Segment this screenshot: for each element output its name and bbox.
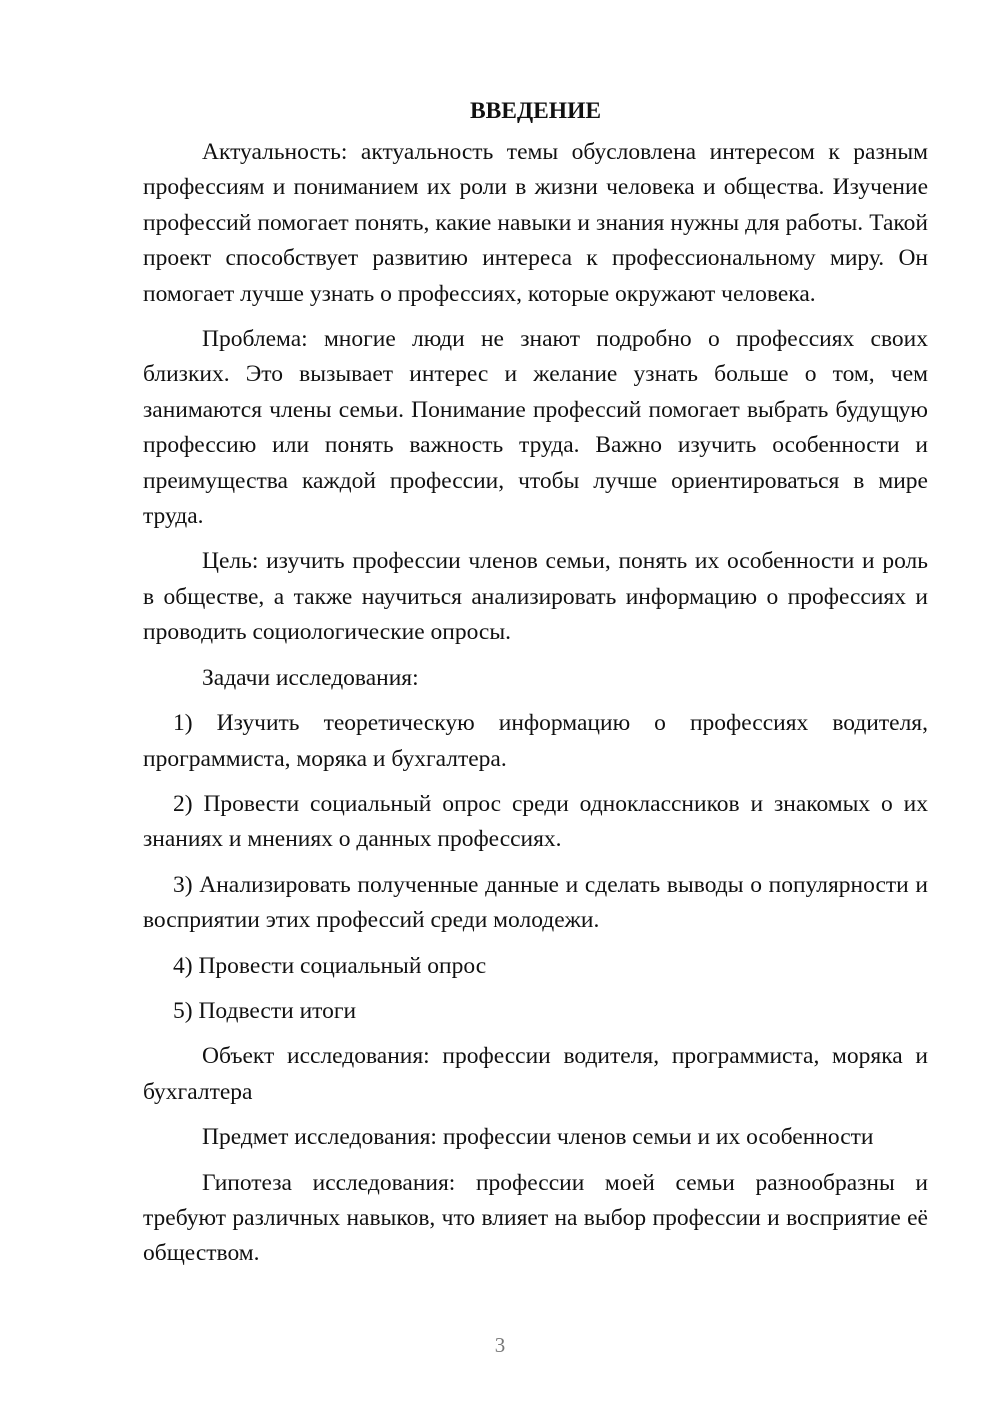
object-paragraph: Объект исследования: профессии водителя, программиста, моряка и бухгалтера xyxy=(143,1043,928,1105)
goal-paragraph: Цель: изучить профессии членов семьи, понять их особенности и роль в обществе, а также научиться анализировать информацию о профессиях и проводить социологические опросы. xyxy=(143,548,928,646)
page-number: 3 xyxy=(494,1333,506,1357)
subject-paragraph: Предмет исследования: профессии членов семьи и их особенности xyxy=(202,1124,874,1151)
document-page xyxy=(143,95,928,1272)
task-item: 2) Провести социальный опрос среди одноклассников и знакомых о их знаниях и мнениях о данных профессиях. xyxy=(143,790,928,853)
task-item: 3) Анализировать полученные данные и сделать выводы о популярности и восприятии этих профессий среди молодежи. xyxy=(143,871,928,934)
hypothesis-paragraph: Гипотеза исследования: профессии моей семьи разнообразны и требуют различных навыков, что влияет на выбор профессии и восприятие её обществом. xyxy=(143,1169,928,1267)
task-item: 5) Подвести итоги xyxy=(173,997,357,1024)
section-heading: ВВЕДЕНИЕ xyxy=(469,98,602,124)
tasks-title: Задачи исследования: xyxy=(202,664,419,691)
task-item: 1) Изучить теоретическую информацию о профессиях водителя, программиста, моряка и бухгалтера. xyxy=(143,710,928,772)
task-item: 4) Провести социальный опрос xyxy=(173,952,487,979)
problem-paragraph: Проблема: многие люди не знают подробно о профессиях своих близких. Это вызывает интерес и желание узнать больше о том, чем занимаются члены семьи. Понимание профессий помогает выбрать будущую профессию или понять важность труда. Важно изучить особенности и преимущества каждой профессии, чтобы лучше ориентироваться в мире труда. xyxy=(143,326,928,530)
relevance-paragraph: Актуальность: актуальность темы обусловлена интересом к разным профессиям и пониманием их роли в жизни человека и общества. Изучение профессий помогает понять, какие навыки и знания нужны для работы. Такой проект способствует развитию интереса к профессиональному миру. Он помогает лучше узнать о профессиях, которые окружают человека. xyxy=(143,139,928,307)
